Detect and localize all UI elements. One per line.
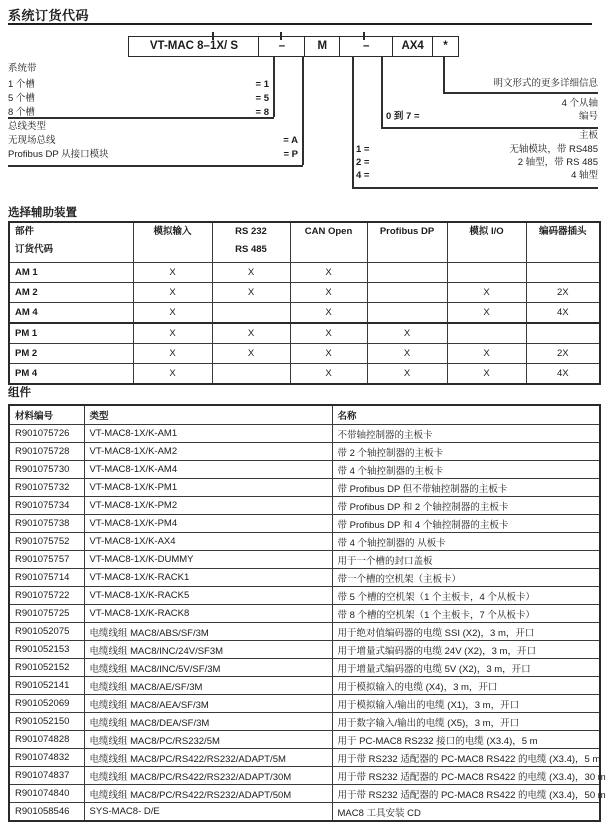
slot-option-code: = 1 — [255, 79, 269, 90]
segment-tick — [280, 32, 282, 40]
mainboard-code: 2 = — [356, 157, 370, 168]
connector-line — [443, 92, 598, 94]
table-row: R901075725 VT-MAC8-1X/K-RACK8 带 8 个槽的空机架（1 个主板卡，7 个从板卡） — [9, 605, 600, 623]
slot-option-label: 5 个槽 — [8, 93, 35, 104]
table-row: PM 2 X X X X X 2X — [9, 344, 600, 364]
mainboard-code: 1 = — [356, 144, 370, 155]
table-row: R901075752 VT-MAC8-1X/K-AX4 带 4 个轴控制器的 从板卡 — [9, 533, 600, 551]
ordering-code-boxes — [128, 36, 459, 57]
table-row: R901075722 VT-MAC8-1X/K-RACK5 带 5 个槽的空机架（1 个主板卡，4 个从板卡） — [9, 587, 600, 605]
aux-header-col: 模拟输入 — [133, 222, 212, 263]
code-box-sep1: – — [258, 36, 305, 57]
mainboard-label: 4 轴型 — [571, 170, 598, 181]
table-row: AM 2 X X X X 2X — [9, 283, 600, 303]
bus-option-label: Profibus DP 从接口模块 — [8, 149, 109, 160]
table-row: R901075738 VT-MAC8-1X/K-PM4 带 Profibus DP 和 4 个轴控制器的主板卡 — [9, 515, 600, 533]
code-box-ax4: AX4 — [392, 36, 434, 57]
page-title: 系统订货代码 — [8, 8, 90, 23]
aux-table-title: 选择辅助装置 — [8, 207, 77, 219]
mainboard-label: 2 轴型，带 RS 485 — [517, 157, 598, 168]
slave-axes-range: 0 到 7 = — [386, 111, 420, 122]
table-row: R901074837 电缆线组 MAC8/PC/RS422/RS232/ADAPT/30M 用于带 RS232 适配器的 PC-MAC8 RS422 的电缆 (X3.4)，30 m — [9, 767, 600, 785]
connector-line — [352, 187, 598, 189]
mainboard-label: 无轴模块，带 RS485 — [509, 144, 598, 155]
table-row: R901052152 电缆线组 MAC8/INC/5V/SF/3M 用于增量式编码器的电缆 5V (X2)，3 m，开口 — [9, 659, 600, 677]
aux-header-col: RS 232 RS 485 — [212, 222, 290, 263]
table-row: R901074828 电缆线组 MAC8/PC/RS232/5M 用于 PC-MAC8 RS232 接口的电缆 (X3.4)，5 m — [9, 731, 600, 749]
table-row: AM 1 X X X — [9, 263, 600, 283]
mainboard-code: 4 = — [356, 170, 370, 181]
connector-line — [8, 117, 274, 119]
code-box-star: * — [432, 36, 459, 57]
slot-option-label: 1 个槽 — [8, 79, 35, 90]
aux-header-col: Profibus DP — [367, 222, 447, 263]
table-row: R901052069 电缆线组 MAC8/AEA/SF/3M 用于模拟输入/输出的电缆 (X1)，3 m，开口 — [9, 695, 600, 713]
bus-option-code: = P — [283, 149, 298, 160]
table-row: R901075757 VT-MAC8-1X/K-DUMMY 用于一个槽的封口盖板 — [9, 551, 600, 569]
mainboard-title: 主板 — [578, 130, 598, 141]
aux-header-col: CAN Open — [290, 222, 367, 263]
bus-type-title: 总线类型 — [8, 121, 47, 132]
table-row: PM 4 X X X X 4X — [9, 364, 600, 385]
slave-axes-line2: 编号 — [578, 111, 598, 122]
table-row: R901058546 SYS-MAC8- D/E MAC8 工具安装 CD — [9, 803, 600, 822]
table-row: R901074840 电缆线组 MAC8/PC/RS422/RS232/ADAPT/50M 用于带 RS232 适配器的 PC-MAC8 RS422 的电缆 (X3.4)，50 m — [9, 785, 600, 803]
aux-header-col: 编码器插头 — [526, 222, 600, 263]
connector-line — [8, 165, 303, 167]
connector-line — [381, 56, 383, 127]
code-box-sep2: – — [339, 36, 393, 57]
table-row: R901075726 VT-MAC8-1X/K-AM1 不带轴控制器的主板卡 — [9, 425, 600, 443]
table-row: R901052153 电缆线组 MAC8/INC/24V/SF3M 用于增量式编码器的电缆 24V (X2)，3 m，开口 — [9, 641, 600, 659]
code-box-model: VT-MAC 8–1X/ S — [128, 36, 260, 57]
table-row: R901075734 VT-MAC8-1X/K-PM2 带 Profibus DP 和 2 个轴控制器的主板卡 — [9, 497, 600, 515]
segment-tick — [363, 32, 365, 40]
slot-option-label: 8 个槽 — [8, 107, 35, 118]
connector-line — [381, 127, 598, 129]
bus-option-label: 无现场总线 — [8, 135, 56, 146]
table-row: R901075728 VT-MAC8-1X/K-AM2 带 2 个轴控制器的主板卡 — [9, 443, 600, 461]
code-box-m: M — [304, 36, 341, 57]
table-row: R901075714 VT-MAC8-1X/K-RACK1 带一个槽的空机架（主板卡） — [9, 569, 600, 587]
system-slots-title: 系统带 — [8, 63, 37, 74]
bus-option-code: = A — [283, 135, 298, 146]
table-row: R901075730 VT-MAC8-1X/K-AM4 带 4 个轴控制器的主板卡 — [9, 461, 600, 479]
components-table — [8, 404, 606, 822]
slot-option-code: = 8 — [255, 107, 269, 118]
table-row: AM 4 X X X 4X — [9, 303, 600, 324]
table-row: PM 1 X X X X — [9, 323, 600, 344]
connector-line — [302, 56, 304, 165]
slot-option-code: = 5 — [255, 93, 269, 104]
table-row: R901052150 电缆线组 MAC8/DEA/SF/3M 用于数字输入/输出的电缆 (X5)，3 m，开口 — [9, 713, 600, 731]
aux-header-row — [9, 222, 600, 263]
table-row: R901052075 电缆线组 MAC8/ABS/SF/3M 用于绝对值编码器的电缆 SSI (X2)，3 m，开口 — [9, 623, 600, 641]
connector-line — [352, 56, 354, 187]
aux-devices-table — [8, 221, 601, 385]
segment-tick — [212, 32, 214, 40]
table-row: R901052141 电缆线组 MAC8/AE/SF/3M 用于模拟输入的电缆 (X4)，3 m，开口 — [9, 677, 600, 695]
aux-header-part: 部件 订货代码 — [9, 222, 133, 263]
aux-header-col: 模拟 I/O — [447, 222, 526, 263]
components-title: 组件 — [8, 387, 31, 399]
components-header-row: 材料编号 类型 名称 — [9, 405, 600, 425]
table-row: R901075732 VT-MAC8-1X/K-PM1 带 Profibus DP 但不带轴控制器的主板卡 — [9, 479, 600, 497]
connector-line — [273, 56, 275, 117]
plain-text-note: 明文形式的更多详细信息 — [493, 78, 598, 89]
title-underline — [8, 23, 592, 25]
slave-axes-line1: 4 个从轴 — [561, 98, 598, 109]
table-row: R901074832 电缆线组 MAC8/PC/RS422/RS232/ADAPT/5M 用于带 RS232 适配器的 PC-MAC8 RS422 的电缆 (X3.4)，5 m — [9, 749, 600, 767]
